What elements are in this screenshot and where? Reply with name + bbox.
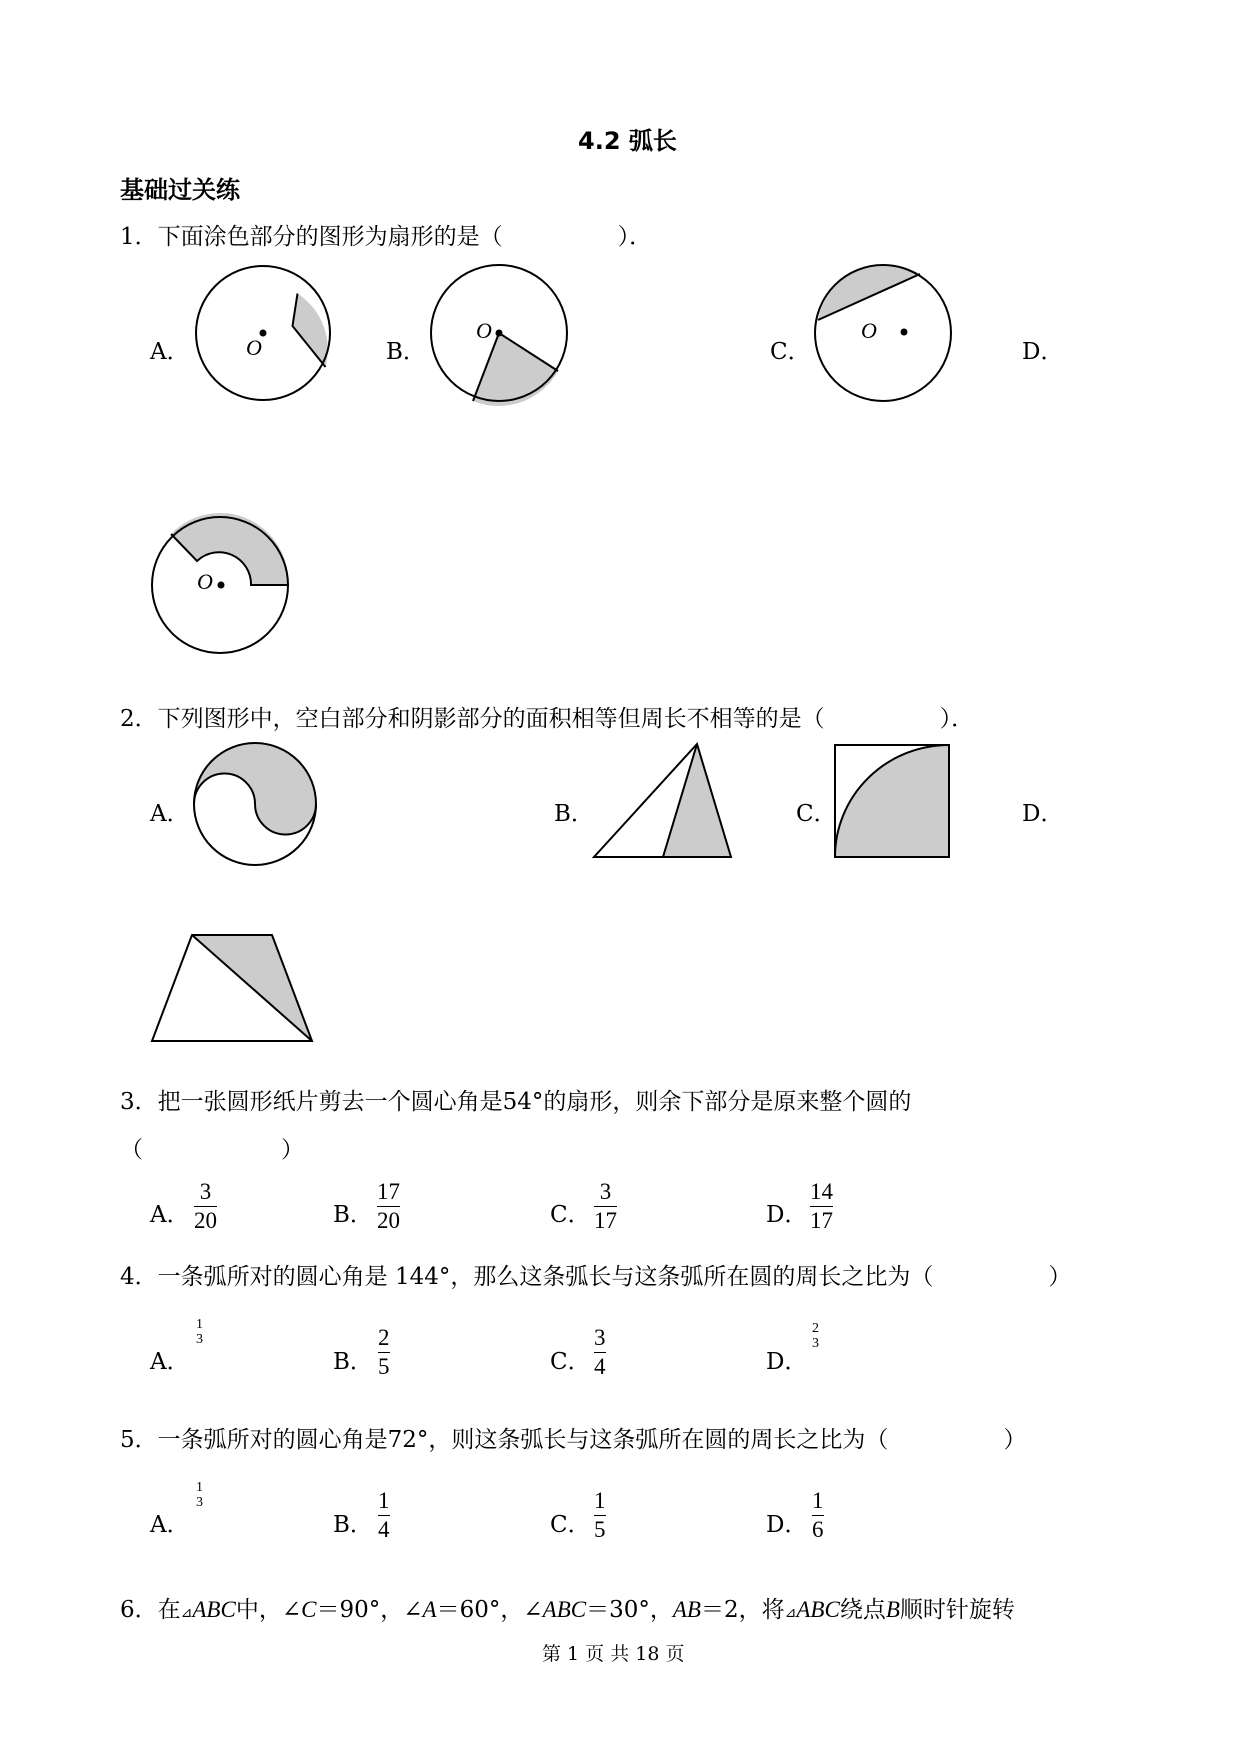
q1-option-d-label: D． [1022, 339, 1064, 365]
q2-figure-c [833, 743, 953, 861]
q1-option-b-label: B． [386, 339, 426, 365]
q3-option-c-label: C． [550, 1202, 591, 1228]
q2-figure-b [593, 742, 733, 862]
q5-option-b-fraction: 1 4 [378, 1488, 390, 1543]
question-2-stem: 2．下列图形中，空白部分和阴影部分的面积相等但周长不相等的是（ ）． [120, 706, 975, 732]
q3-option-d-label: D． [766, 1202, 808, 1228]
q2-option-a-label: A． [150, 801, 190, 827]
q5-option-a-fraction: 1 3 [196, 1480, 203, 1510]
q3-option-a-label: A． [150, 1202, 190, 1228]
q4-option-a-label: A． [150, 1349, 190, 1375]
question-5-stem: 5．一条弧所对的圆心角是72°，则这条弧长与这条弧所在圆的周长之比为（ ） [120, 1427, 1027, 1453]
question-4-stem: 4．一条弧所对的圆心角是 144°，那么这条弧长与这条弧所在圆的周长之比为（ ） [120, 1264, 1072, 1290]
q2-option-b-label: B． [554, 801, 594, 827]
q3-option-b-label: B． [333, 1202, 373, 1228]
q4-option-a-fraction: 1 3 [196, 1317, 203, 1347]
q1-c-center-label: O [861, 318, 877, 343]
page-title: 4.2 弧长 [578, 127, 677, 155]
q3-option-b-fraction: 17 20 [377, 1179, 400, 1234]
q2-option-c-label: C． [796, 801, 837, 827]
q3-option-c-fraction: 3 17 [594, 1179, 617, 1234]
q3-option-a-fraction: 3 20 [194, 1179, 217, 1234]
q1-figure-d [151, 516, 291, 656]
q4-option-c-label: C． [550, 1349, 591, 1375]
q5-option-c-fraction: 1 5 [594, 1488, 606, 1543]
question-3-blank: （ ） [120, 1137, 304, 1163]
q4-option-b-fraction: 2 5 [378, 1325, 390, 1380]
q1-option-c-label: C． [770, 339, 811, 365]
question-6-stem: 6．在⊿ABC中，∠C＝90°，∠A＝60°，∠ABC＝30°，AB＝2，将⊿ABC绕点B顺时针旋转 [120, 1597, 1015, 1623]
q2-figure-d [150, 933, 318, 1045]
q1-option-a-label: A． [150, 339, 190, 365]
q4-option-d-label: D． [766, 1349, 808, 1375]
question-1-stem: 1．下面涂色部分的图形为扇形的是（ ）． [120, 224, 653, 250]
q1-figure-a [194, 264, 334, 404]
q2-figure-a [194, 743, 318, 867]
q5-option-c-label: C． [550, 1512, 591, 1538]
q1-figure-c [814, 264, 954, 404]
q1-figure-b [430, 264, 570, 404]
q5-option-d-label: D． [766, 1512, 808, 1538]
q2-option-d-label: D． [1022, 801, 1064, 827]
q4-option-c-fraction: 3 4 [594, 1325, 606, 1380]
q4-option-d-fraction: 2 3 [812, 1321, 819, 1351]
q5-option-a-label: A． [150, 1512, 190, 1538]
q1-d-center-label: O [197, 569, 213, 594]
page-footer: 第 1 页 共 18 页 [542, 1643, 685, 1665]
q3-option-d-fraction: 14 17 [810, 1179, 833, 1234]
section-heading: 基础过关练 [120, 176, 240, 204]
q4-option-b-label: B． [333, 1349, 373, 1375]
q5-option-d-fraction: 1 6 [812, 1488, 824, 1543]
q1-b-center-label: O [476, 318, 492, 343]
question-3-stem: 3．把一张圆形纸片剪去一个圆心角是54°的扇形，则余下部分是原来整个圆的 [120, 1089, 912, 1115]
q1-a-center-label: O [246, 335, 262, 360]
q5-option-b-label: B． [333, 1512, 373, 1538]
